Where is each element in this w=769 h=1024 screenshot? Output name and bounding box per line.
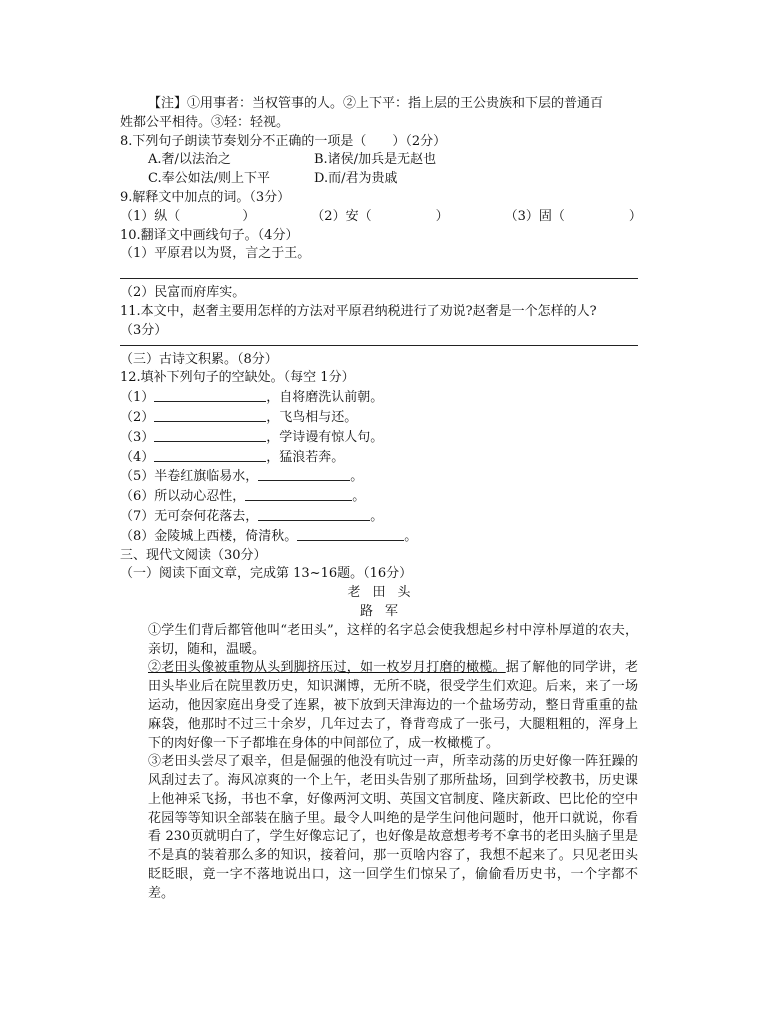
item-number: （4）	[120, 449, 155, 465]
choice-a: A.奢/以法治之	[148, 152, 231, 168]
item-number: （2）	[120, 409, 155, 425]
q9-item-2-close: ）	[435, 208, 449, 224]
q9-item-1-open: （1）纵（	[120, 208, 181, 224]
item-text: 金陵城上西楼，倚清秋。	[154, 528, 298, 544]
choice-b: B.诸侯/加兵是无赵也	[314, 152, 437, 168]
article-title: 老田头	[347, 585, 423, 601]
choice-c: C.奉公如法/则上下平	[148, 171, 270, 187]
answer-rule	[120, 345, 638, 346]
part-3-subheading: （一）阅读下面文章，完成第 13~16题。（16分）	[120, 566, 413, 582]
answer-blank[interactable]	[154, 448, 266, 462]
question-11-line-1: 11.本文中，赵奢主要用怎样的方法对平原君纳税进行了劝说?赵奢是一个怎样的人?	[120, 303, 597, 319]
underlined-sentence: ②老田头像被重物从头到脚挤压过，如一枚岁月打磨的橄榄。	[148, 660, 506, 676]
item-text: 所以动心忍性，	[154, 489, 246, 505]
annotation-line-2: 姓都公平相待。③轻：轻视。	[120, 114, 290, 130]
item-number: （8）	[120, 528, 155, 544]
question-8-stem: 8.下列句子朗读节奏划分不正确的一项是（ ）（2分）	[120, 133, 447, 149]
question-12-stem: 12.填补下列句子的空缺处。（每空 1分）	[120, 370, 355, 386]
q9-item-3-close: ）	[628, 208, 642, 224]
item-number: （5）	[120, 469, 155, 485]
item-tail: 。	[404, 528, 418, 544]
question-10-sentence-1: （1）平原君以为贤，言之于王。	[120, 246, 311, 262]
answer-blank[interactable]	[258, 467, 350, 481]
item-number: （3）	[120, 429, 155, 445]
article-author: 路军	[359, 603, 410, 619]
fill-blank-item-6	[120, 487, 638, 507]
fill-blank-item-1	[120, 388, 638, 408]
fill-blank-item-2	[120, 408, 638, 428]
question-10-stem: 10.翻译文中画线句子。（4分）	[120, 227, 299, 243]
fill-blank-item-5	[120, 467, 638, 487]
item-tail: 。	[370, 508, 384, 524]
paragraph-3: ③老田头尝尽了艰辛，但是倔强的他没有吭过一声，所幸动荡的历史好像一阵狂躁的风刮过去了。海风凉爽的一个上午，老田头告别了那所盐场，回到学校教书，历史课上他神采飞扬，书也不拿，好像两河文明、英国文官制度、隆庆新政、巴比伦的空中花园等等知识全部装在脑子里。最令人叫绝的是学生问他问题时，他开口就说，你看看 230页就明白了，学生好像忘记了，也好像是故意想考考不拿书的老田头脑子里是不是真的装着那么多的知识，接着问，那一页啥内容了，我想不起来了。只见老田头眨眨眼，竟一字不落地说出口，这一回学生们惊呆了，偷偷看历史书，一个字都不差。	[148, 754, 638, 901]
item-text: ，猛浪若奔。	[266, 449, 345, 465]
fill-blank-item-8	[120, 527, 638, 547]
answer-blank[interactable]	[154, 388, 266, 402]
item-tail: 。	[352, 489, 366, 505]
question-8-choices-row-2	[120, 170, 638, 189]
answer-rule	[120, 278, 638, 279]
question-9-items	[120, 208, 642, 227]
answer-blank[interactable]	[258, 507, 370, 521]
choice-d: D.而/君为贵戚	[314, 171, 398, 187]
paragraph-2	[120, 659, 638, 753]
answer-blank[interactable]	[154, 428, 266, 442]
item-text: ，学诗谩有惊人句。	[266, 429, 384, 445]
q9-item-3-open: （3）固（	[504, 208, 565, 224]
item-text: 半卷红旗临易水，	[154, 469, 259, 485]
paragraph-1: ①学生们背后都管他叫“老田头”，这样的名字总会使我想起乡村中淳朴厚道的农夫，亲切，随和，温暖。	[148, 622, 638, 657]
answer-blank[interactable]	[154, 408, 266, 422]
q9-item-1-close: ）	[242, 208, 256, 224]
answer-blank[interactable]	[297, 527, 404, 541]
annotation-line-1: 【注】①用事者：当权管事的人。②上下平：指上层的王公贵族和下层的普通百	[148, 96, 604, 111]
item-text: ，自将磨洗认前朝。	[266, 390, 384, 406]
exam-page	[120, 95, 642, 904]
q9-item-2-open: （2）安（	[311, 208, 372, 224]
item-text: ，飞鸟相与还。	[266, 409, 358, 425]
fill-blank-item-4	[120, 448, 638, 468]
answer-blank[interactable]	[245, 487, 352, 501]
item-number: （7）	[120, 508, 155, 524]
question-11-line-2: （3分）	[120, 322, 168, 338]
item-number: （6）	[120, 489, 155, 505]
paragraph-2-rest: 据了解他的同学讲，老田头毕业后在院里教历史，知识渊博，无所不晓，很受学生们欢迎。后来，来了一场运动，他因家庭出身受了连累，被下放到天津海边的一个盐场劳动，整日背重重的盐麻袋，他那时不过三十余岁，几年过去了，脊背弯成了一张弓，大腿粗粗的，浑身上下的肉好像一下子都堆在身体的中间部位了，成一枚橄榄了。	[148, 660, 638, 751]
item-text: 无可奈何花落去，	[154, 508, 259, 524]
question-10-sentence-2: （2）民富而府库实。	[120, 285, 246, 301]
fill-blank-item-3	[120, 428, 638, 448]
section-3-heading: （三）古诗文积累。（8分）	[120, 351, 278, 367]
fill-blank-item-7	[120, 507, 638, 527]
item-tail: 。	[350, 469, 364, 485]
item-number: （1）	[120, 390, 155, 406]
part-3-heading: 三、现代文阅读（30分）	[120, 547, 267, 563]
question-8-choices-row-1	[120, 151, 638, 170]
question-9-stem: 9.解释文中加点的词。（3分）	[120, 189, 291, 205]
